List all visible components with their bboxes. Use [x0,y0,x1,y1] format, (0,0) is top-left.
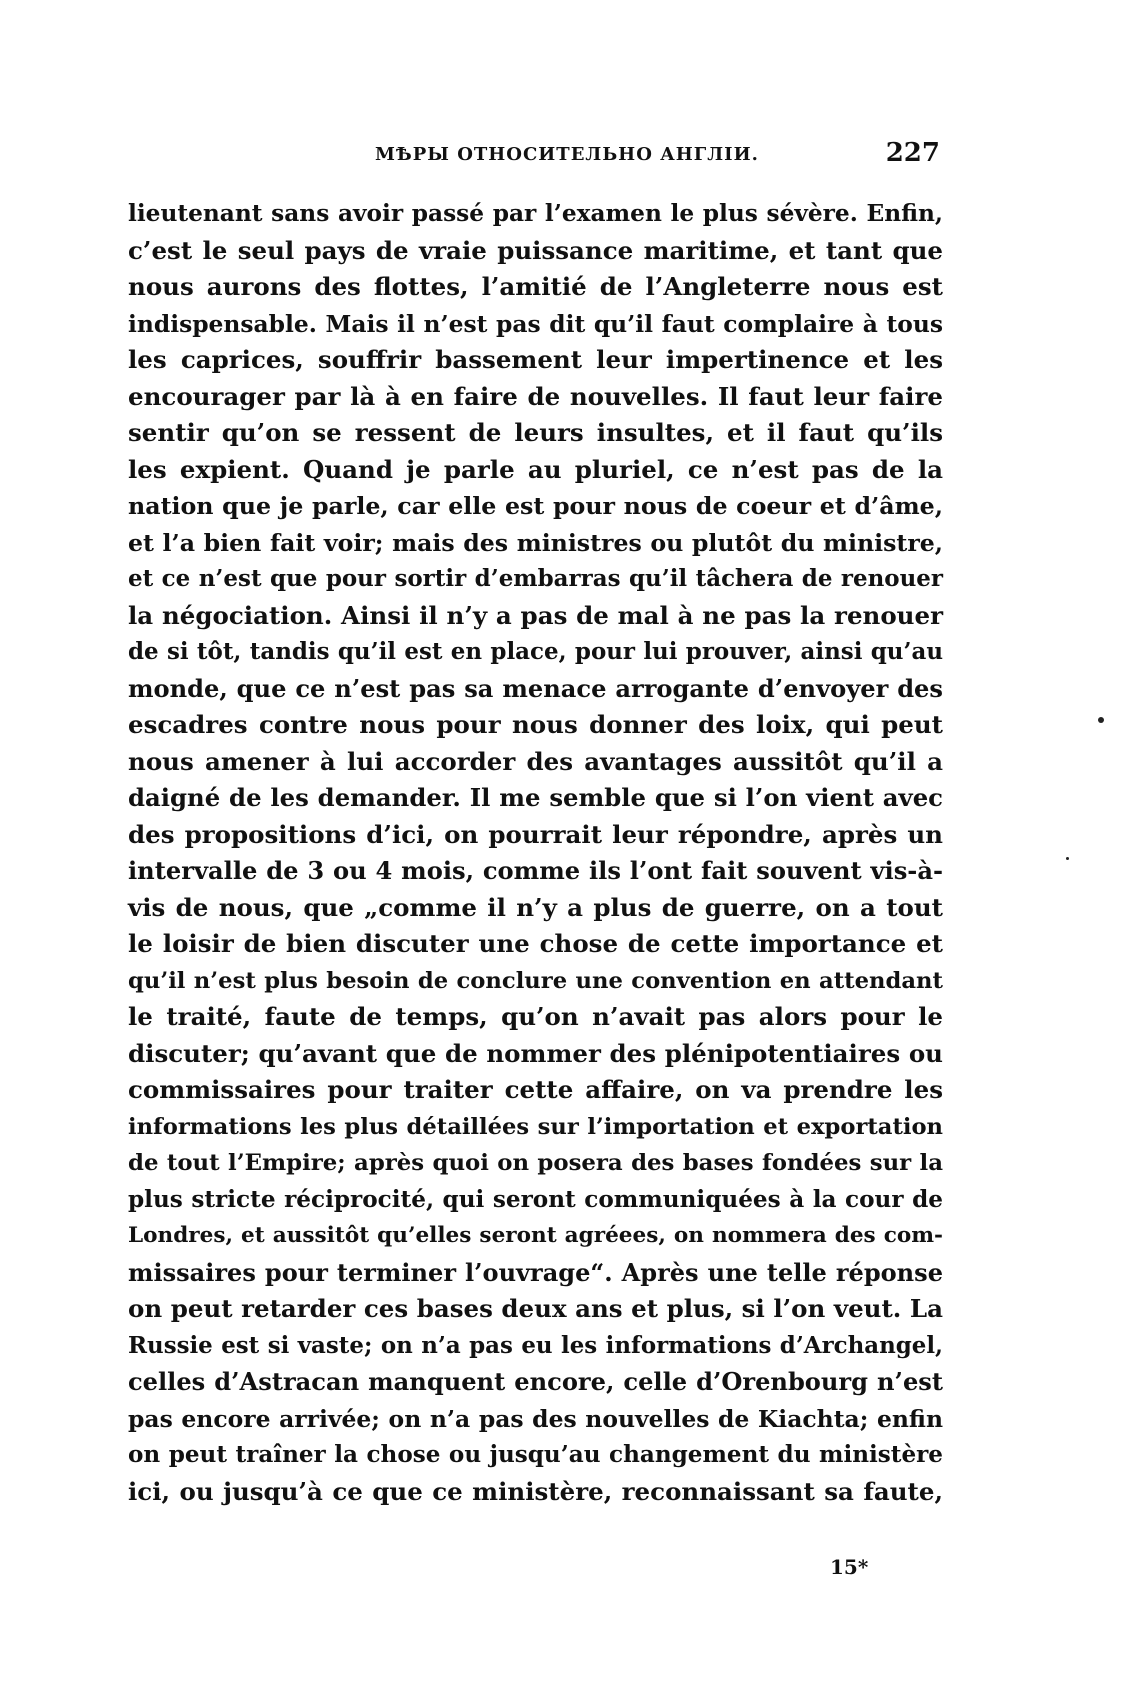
text-line: daigné de les demander. Il me semble que si l’on vient avec [128,783,943,812]
page-number: 227 [885,138,940,168]
text-line: plus stricte réciprocité, qui seront communiquées à la cour de [128,1185,943,1213]
text-line: on peut retarder ces bases deux ans et plus, si l’on veut. La [128,1294,943,1323]
text-line: sentir qu’on se ressent de leurs insultes, et il faut qu’ils [128,418,943,447]
text-line: encourager par là à en faire de nouvelles. Il faut leur faire [128,381,943,411]
text-line: nous aurons des flottes, l’amitié de l’Angleterre nous est [128,272,943,301]
text-line: commissaires pour traiter cette affaire, on va prendre les [128,1075,943,1104]
text-line: et l’a bien fait voir; mais des ministres ou plutôt du ministre, [128,528,943,557]
signature-mark: 15* [830,1555,869,1579]
text-line: la négociation. Ainsi il n’y a pas de mal à ne pas la renouer [128,600,943,630]
text-line: indispensable. Mais il n’est pas dit qu’il faut complaire à tous [128,309,943,338]
text-line: le traité, faute de temps, qu’on n’avait pas alors pour le [128,1002,943,1031]
text-line: de tout l’Empire; après quoi on posera des bases fondées sur la [128,1150,943,1176]
text-line: qu’il n’est plus besoin de conclure une convention en attendant [128,967,943,994]
body-text [128,196,943,1510]
text-line: le loisir de bien discuter une chose de cette importance et [128,929,943,958]
text-line: celles d’Astracan manquent encore, celle d’Orenbourg n’est [128,1367,943,1396]
text-line: des propositions d’ici, on pourrait leur répondre, après un [128,819,943,849]
running-title: МѢРЫ ОТНОСИТЕЛЬНО АНГЛІИ. [375,144,759,165]
scan-speck [1098,717,1104,723]
text-line: et ce n’est que pour sortir d’embarras qu’il tâchera de renouer [128,565,943,592]
text-line: Londres, et aussitôt qu’elles seront agréees, on nommera des com- [128,1223,943,1248]
text-line: escadres contre nous pour nous donner des loix, qui peut [128,710,943,739]
text-line: les expient. Quand je parle au pluriel, ce n’est pas de la [128,454,943,484]
scan-speck [1066,857,1069,860]
running-head [130,138,940,174]
text-line: pas encore arrivée; on n’a pas des nouvelles de Kiachta; enfin [128,1404,943,1433]
text-line: c’est le seul pays de vraie puissance maritime, et tant que [128,235,943,265]
text-line: nation que je parle, car elle est pour nous de coeur et d’âme, [128,492,943,520]
text-line: lieutenant sans avoir passé par l’examen le plus sévère. Enfin, [128,200,943,227]
text-line: intervalle de 3 ou 4 mois, comme ils l’ont fait souvent vis-à- [128,856,943,885]
text-line: ici, ou jusqu’à ce que ce ministère, reconnaissant sa faute, [128,1476,943,1506]
text-line: informations les plus détaillées sur l’importation et exportation [128,1113,943,1140]
text-line: de si tôt, tandis qu’il est en place, pour lui prouver, ainsi qu’au [128,638,943,665]
text-line: monde, que ce n’est pas sa menace arrogante d’envoyer des [128,673,943,703]
text-line: discuter; qu’avant que de nommer des plénipotentiaires ou [128,1038,943,1068]
text-line: on peut traîner la chose ou jusqu’au changement du ministère [128,1441,943,1468]
text-line: Russie est si vaste; on n’a pas eu les informations d’Archangel, [128,1331,943,1359]
text-line: vis de nous, que „comme il n’y a plus de guerre, on a tout [128,892,943,922]
text-line: nous amener à lui accorder des avantages aussitôt qu’il a [128,746,943,776]
text-line: les caprices, souffrir bassement leur impertinence et les [128,345,943,374]
text-line: missaires pour terminer l’ouvrage“. Après une telle réponse [128,1257,943,1287]
